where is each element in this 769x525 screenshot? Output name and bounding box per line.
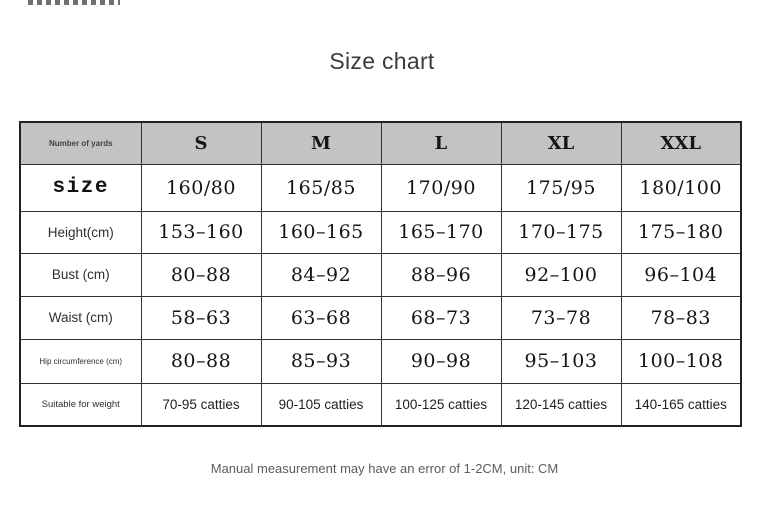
table-cell: 100–108 (621, 339, 741, 383)
table-cell: 120-145 catties (501, 383, 621, 426)
table-header-row (20, 122, 741, 164)
column-header-m: M (261, 122, 381, 164)
size-chart-table (19, 121, 742, 427)
table-cell: 68–73 (381, 296, 501, 339)
table-cell: 85–93 (261, 339, 381, 383)
table-cell: 90–98 (381, 339, 501, 383)
table-cell: 175–180 (621, 211, 741, 253)
table-cell: 170/90 (381, 164, 501, 211)
column-header-xxl: XXL (621, 122, 741, 164)
table-cell: 140-165 catties (621, 383, 741, 426)
row-label: Suitable for weight (20, 383, 141, 426)
row-label: Height(cm) (20, 211, 141, 253)
column-header-l: L (381, 122, 501, 164)
table-cell: 95–103 (501, 339, 621, 383)
cropped-text-fragment (28, 0, 120, 5)
column-header-xl: XL (501, 122, 621, 164)
table-cell: 153–160 (141, 211, 261, 253)
measurement-note: Manual measurement may have an error of 1-2CM, unit: CM (210, 461, 559, 476)
page-title: Size chart (329, 48, 435, 74)
corner-label: Number of yards (20, 122, 141, 164)
table-cell: 63–68 (261, 296, 381, 339)
table-cell: 175/95 (501, 164, 621, 211)
table-cell: 100-125 catties (381, 383, 501, 426)
row-label: size (20, 164, 141, 211)
table-cell: 165/85 (261, 164, 381, 211)
table-cell: 70-95 catties (141, 383, 261, 426)
table-cell: 80–88 (141, 339, 261, 383)
table-cell: 90-105 catties (261, 383, 381, 426)
table-row-weight (20, 383, 741, 426)
table-cell: 160/80 (141, 164, 261, 211)
row-label: Bust (cm) (20, 253, 141, 296)
table-cell: 84–92 (261, 253, 381, 296)
table-cell: 92–100 (501, 253, 621, 296)
column-header-s: S (141, 122, 261, 164)
table-cell: 160–165 (261, 211, 381, 253)
row-label: Waist (cm) (20, 296, 141, 339)
row-label: Hip circumference (cm) (20, 339, 141, 383)
table-cell: 73–78 (501, 296, 621, 339)
table-row-height (20, 211, 741, 253)
table-cell: 165–170 (381, 211, 501, 253)
table-cell: 96–104 (621, 253, 741, 296)
table-row-size (20, 164, 741, 211)
table-cell: 80–88 (141, 253, 261, 296)
table-row-bust (20, 253, 741, 296)
table-cell: 170–175 (501, 211, 621, 253)
table-row-waist (20, 296, 741, 339)
table-cell: 180/100 (621, 164, 741, 211)
table-cell: 78–83 (621, 296, 741, 339)
table-cell: 58–63 (141, 296, 261, 339)
table-row-hip (20, 339, 741, 383)
table-cell: 88–96 (381, 253, 501, 296)
